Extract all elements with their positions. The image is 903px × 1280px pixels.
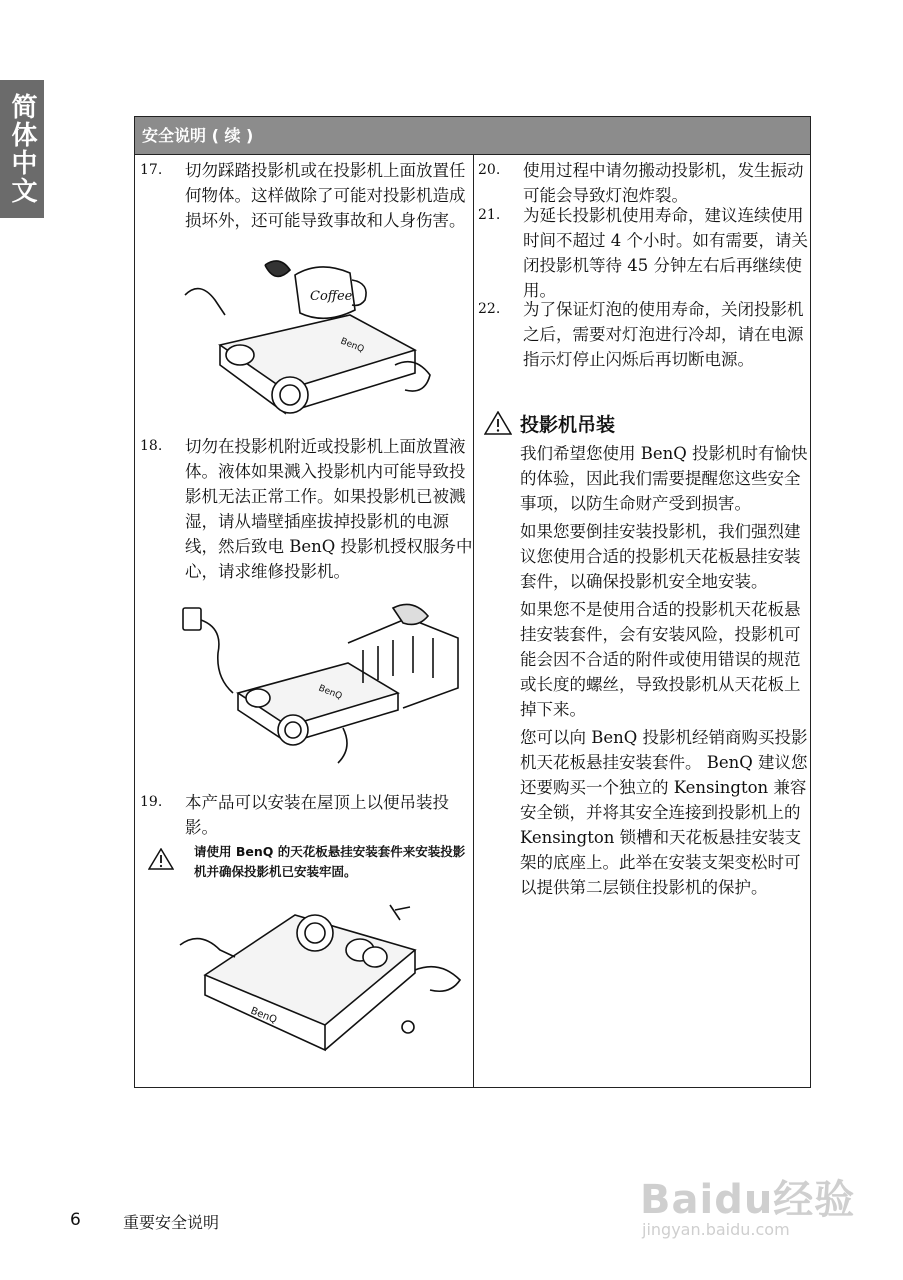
ceiling-section-body: [520, 441, 812, 903]
language-tab: 简体中文: [0, 80, 44, 218]
item-number: 22.: [478, 301, 501, 317]
item-number: 19.: [140, 794, 163, 810]
warning-icon: [148, 848, 174, 876]
illustration-coffee-on-projector: [180, 255, 440, 425]
column-divider: [473, 155, 474, 1087]
item-text: 使用过程中请勿搬动投影机，发生振动可能会导致灯泡炸裂。: [523, 161, 804, 205]
watermark-url: jingyan.baidu.com: [642, 1220, 790, 1239]
illustration-ceiling-mounted-projector: [175, 895, 467, 1070]
illustration-liquid-near-projector: [178, 598, 468, 773]
paragraph: 我们希望您使用 BenQ 投影机时有愉快的体验，因此我们需要提醒您这些安全事项，以防生命财产受到损害。: [520, 444, 808, 513]
paragraph: 您可以向 BenQ 投影机经销商购买投影机天花板悬挂安装套件。 BenQ 建议您还要购买一个独立的 Kensington 兼容安全锁，并将其安全连接到投影机上的 Kensington 锁槽和天花板悬挂安装支架的底座上。此举在安装支架变松时可以提供第二层锁住投影机的保护。: [520, 728, 808, 897]
brand-label-3: BenQ: [248, 1005, 279, 1026]
ceiling-section-heading: [484, 409, 814, 439]
item-number: 17.: [140, 162, 163, 178]
brand-label-1: BenQ: [338, 336, 366, 355]
watermark-logo: Baidu经验: [640, 1177, 856, 1223]
item-number: 18.: [140, 438, 163, 454]
brand-label-2: BenQ: [316, 683, 344, 702]
footer-section-title: 重要安全说明: [123, 1213, 220, 1232]
item-text: 切勿踩踏投影机或在投影机上面放置任何物体。这样做除了可能对投影机造成损坏外，还可能导致事故和人身伤害。: [185, 161, 466, 230]
box-header: 安全说明 ( 续 ): [135, 117, 810, 155]
item-text: 为了保证灯泡的使用寿命，关闭投影机之后，需要对灯泡进行冷却，请在电源指示灯停止闪烁后再切断电源。: [523, 300, 804, 369]
warning-icon: [484, 411, 512, 439]
item-number: 21.: [478, 207, 501, 223]
page-number: 6: [70, 1210, 81, 1230]
paragraph: 如果您要倒挂安装投影机，我们强烈建议您使用合适的投影机天花板悬挂安装套件，以确保投影机安全地安装。: [520, 522, 801, 591]
item-text: 本产品可以安装在屋顶上以便吊装投影。: [185, 793, 449, 837]
paragraph: 如果您不是使用合适的投影机天花板悬挂安装套件，会有安装风险，投影机可能会因不合适的附件或使用错误的规范或长度的螺丝，导致投影机从天花板上掉下来。: [520, 600, 801, 719]
watermark: [640, 1150, 870, 1245]
item-number: 20.: [478, 162, 501, 178]
item-text: 为延长投影机使用寿命，建议连续使用时间不超过 4 个小时。如有需要，请关闭投影机等待 45 分钟左右后再继续使用。: [523, 206, 808, 300]
item-text: 切勿在投影机附近或投影机上面放置液体。液体如果溅入投影机内可能导致投影机无法正常工作。如果投影机已被溅湿，请从墙壁插座拔掉投影机的电源线，然后致电 BenQ 投影机授权服务中心，请求维修投影机。: [185, 437, 473, 581]
section-title: 投影机吊装: [520, 414, 616, 436]
coffee-label: Coffee: [310, 289, 353, 304]
caution-text: 请使用 BenQ 的天花板悬挂安装套件来安装投影机并确保投影机已安装牢固。: [194, 844, 466, 879]
